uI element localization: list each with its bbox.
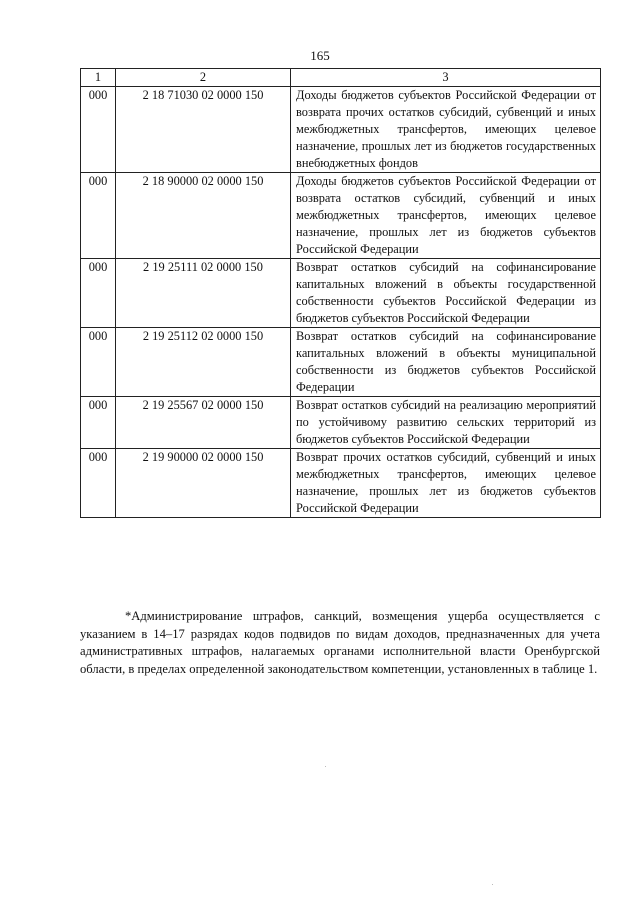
table-header-row: [81, 69, 601, 87]
revenue-code-cell: 2 18 90000 02 0000 150: [116, 173, 291, 259]
scan-speck: [325, 766, 326, 767]
column-header-3: 3: [291, 69, 601, 87]
table-row: [81, 328, 601, 397]
revenue-code-cell: 2 18 71030 02 0000 150: [116, 87, 291, 173]
table-row: [81, 449, 601, 518]
table-row: [81, 87, 601, 173]
revenue-name-cell: Возврат прочих остатков субсидий, субвенций и иных межбюджетных трансфертов, имеющих целевое назначение, прошлых лет из бюджетов субъектов Российской Федерации: [291, 449, 601, 518]
column-header-2: 2: [116, 69, 291, 87]
revenue-codes-table: [80, 68, 601, 518]
revenue-name-cell: Возврат остатков субсидий на реализацию мероприятий по устойчивому развитию сельских территорий из бюджетов субъектов Российской Федерации: [291, 397, 601, 449]
revenue-name-cell: Возврат остатков субсидий на софинансирование капитальных вложений в объекты муниципальной собственности из бюджетов субъектов Российской Федерации: [291, 328, 601, 397]
revenue-name-cell: Доходы бюджетов субъектов Российской Федерации от возврата остатков субсидий, субвенций и иных межбюджетных трансфертов, имеющих целевое назначение, прошлых лет из бюджетов субъектов Российской Федерации: [291, 173, 601, 259]
revenue-name-cell: Возврат остатков субсидий на софинансирование капитальных вложений в объекты государственной собственности субъектов Российской Федерации из бюджетов субъектов Российской Федерации: [291, 259, 601, 328]
footnote-paragraph: *Администрирование штрафов, санкций, возмещения ущерба осуществляется с указанием в 14–17 разрядах кодов подвидов по видам доходов, предназначенных для учета административных штрафов, налагаемых органами исполнительной власти Оренбургской области, в пределах определенной законодательством компетенции, установленных в таблице 1.: [80, 609, 600, 676]
admin-code-cell: 000: [81, 449, 116, 518]
column-header-1: 1: [81, 69, 116, 87]
admin-code-cell: 000: [81, 259, 116, 328]
revenue-code-cell: 2 19 90000 02 0000 150: [116, 449, 291, 518]
page-number: 165: [310, 48, 330, 63]
revenue-code-cell: 2 19 25111 02 0000 150: [116, 259, 291, 328]
admin-code-cell: 000: [81, 173, 116, 259]
admin-code-cell: 000: [81, 328, 116, 397]
table-row: [81, 259, 601, 328]
revenue-code-cell: 2 19 25567 02 0000 150: [116, 397, 291, 449]
table-row: [81, 397, 601, 449]
table-row: [81, 173, 601, 259]
admin-code-cell: 000: [81, 397, 116, 449]
revenue-name-cell: Доходы бюджетов субъектов Российской Федерации от возврата прочих остатков субсидий, субвенций и иных межбюджетных трансфертов, имеющих целевое назначение, прошлых лет из бюджетов государственных внебюджетных фондов: [291, 87, 601, 173]
revenue-code-cell: 2 19 25112 02 0000 150: [116, 328, 291, 397]
admin-code-cell: 000: [81, 87, 116, 173]
scan-speck: [492, 884, 493, 885]
